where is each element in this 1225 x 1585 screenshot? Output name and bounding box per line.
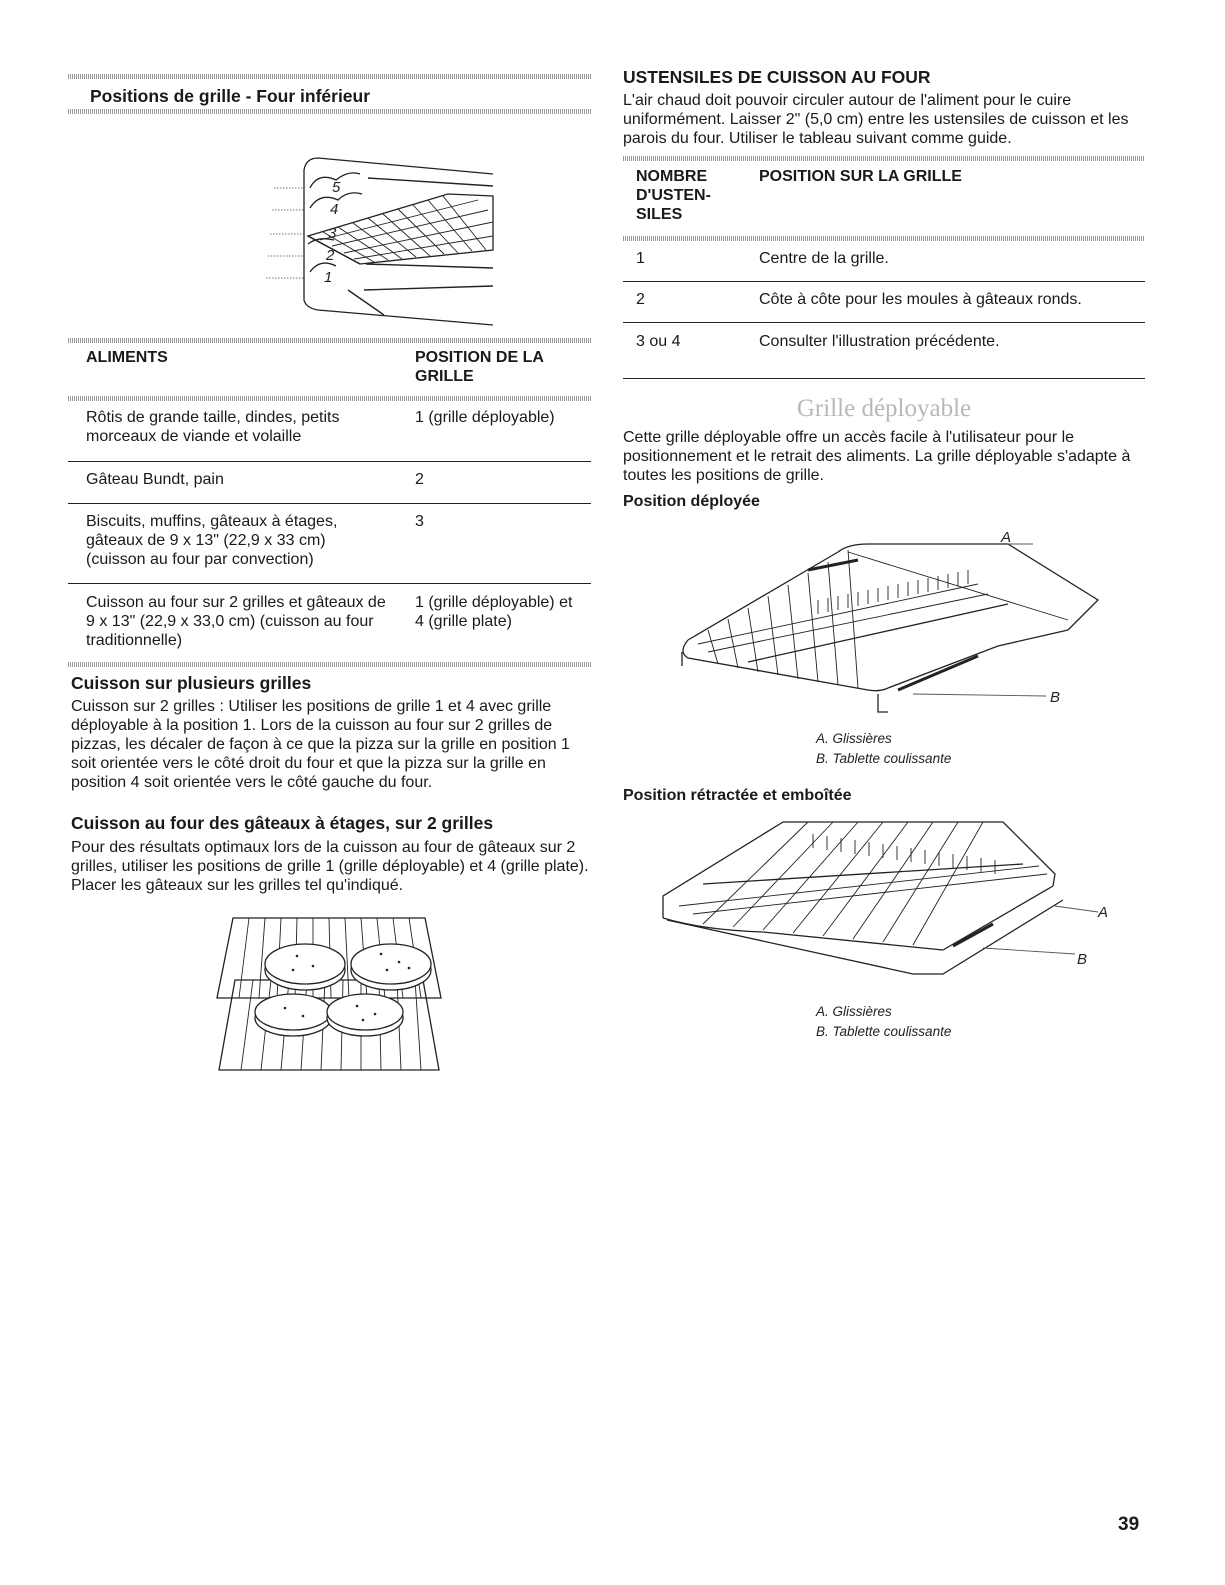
multi-rack-title: Cuisson sur plusieurs grilles bbox=[71, 673, 312, 693]
retracted-rack-illustration bbox=[643, 814, 1109, 984]
rack-number-4: 4 bbox=[330, 201, 339, 218]
extended-caption-b: B. Tablette coulissante bbox=[816, 751, 952, 766]
rack-number-5: 5 bbox=[332, 179, 341, 196]
table-bottom-rule bbox=[623, 378, 1145, 379]
position-cell: 1 (grille déployable) et 4 (grille plate) bbox=[415, 594, 573, 630]
position-cell: 3 bbox=[415, 513, 424, 530]
rack-number-1: 1 bbox=[324, 269, 333, 286]
multi-rack-text: Cuisson sur 2 grilles : Utiliser les positions de grille 1 et 4 avec grille déployable à la position 1. Lors de la cuisson au four sur 2 grilles de pizzas, les décaler de façon à ce que la pizza sur la grille en position 1 soit orientée vers le côté droit du four et que la pizza sur la grille en position 4 soit orientée vers le côté gauche du four. bbox=[71, 698, 570, 791]
row-rule bbox=[623, 281, 1145, 282]
position-cell: Centre de la grille. bbox=[759, 250, 889, 267]
rack-positions-title: Positions de grille - Four inférieur bbox=[90, 86, 371, 106]
rack-positions-illustration bbox=[248, 140, 508, 332]
rack-position-header: POSITION SUR LA GRILLE bbox=[759, 168, 962, 185]
count-cell: 3 ou 4 bbox=[636, 333, 681, 350]
position-cell: Consulter l'illustration précédente. bbox=[759, 333, 1000, 350]
food-cell: Biscuits, muffins, gâteaux à étages, gâteaux de 9 x 13" (22,9 x 33 cm) (cuisson au four par convection) bbox=[86, 513, 338, 568]
extended-label-b: B bbox=[1050, 689, 1061, 706]
position-cell: 1 (grille déployable) bbox=[415, 409, 555, 426]
food-cell: Rôtis de grande taille, dindes, petits morceaux de viande et volaille bbox=[86, 409, 340, 445]
food-cell: Gâteau Bundt, pain bbox=[86, 471, 224, 488]
extended-label-a: A bbox=[1001, 529, 1012, 546]
extended-title: Position déployée bbox=[623, 493, 760, 510]
table-bottom-rule bbox=[68, 662, 591, 667]
extended-caption-a: A. Glissières bbox=[816, 731, 892, 746]
layer-cakes-title: Cuisson au four des gâteaux à étages, sur 2 grilles bbox=[71, 813, 494, 833]
position-cell: 2 bbox=[415, 471, 424, 488]
retracted-caption-b: B. Tablette coulissante bbox=[816, 1024, 952, 1039]
page-number: 39 bbox=[1118, 1514, 1140, 1535]
count-cell: 2 bbox=[636, 291, 645, 308]
rollout-title: Grille déployable bbox=[796, 395, 972, 422]
count-cell: 1 bbox=[636, 250, 645, 267]
rack-number-2: 2 bbox=[326, 247, 335, 264]
table-header-rule bbox=[623, 236, 1145, 241]
layer-cakes-illustration bbox=[213, 910, 445, 1075]
rollout-text: Cette grille déployable offre un accès facile à l'utilisateur pour le positionnement et le retrait des aliments. La grille déployable s'adapte à toutes les positions de grille. bbox=[623, 429, 1131, 484]
retracted-caption-a: A. Glissières bbox=[816, 1004, 892, 1019]
row-rule bbox=[68, 583, 591, 584]
rack-number-3: 3 bbox=[328, 225, 337, 242]
table-header-rule bbox=[68, 396, 591, 401]
food-cell: Cuisson au four sur 2 grilles et gâteaux de 9 x 13" (22,9 x 33,0 cm) (cuisson au four traditionnelle) bbox=[86, 594, 386, 649]
row-rule bbox=[68, 461, 591, 462]
retracted-label-a: A bbox=[1098, 904, 1109, 921]
extended-rack-illustration bbox=[648, 522, 1098, 722]
table-top-rule bbox=[623, 156, 1145, 161]
retracted-label-b: B bbox=[1077, 951, 1088, 968]
row-rule bbox=[68, 503, 591, 504]
position-cell: Côte à côte pour les moules à gâteaux ronds. bbox=[759, 291, 1082, 308]
layer-cakes-text: Pour des résultats optimaux lors de la cuisson au four de gâteaux sur 2 grilles, utiliser les positions de grille 1 (grille déployable) et 4 (grille plate). Placer les gâteaux sur les grilles tel qu'indiqué. bbox=[71, 839, 589, 894]
divider bbox=[68, 109, 591, 114]
food-header: ALIMENTS bbox=[86, 349, 168, 366]
count-header: NOMBRE D'USTEN-SILES bbox=[636, 168, 711, 223]
position-header: POSITION DE LA GRILLE bbox=[415, 349, 544, 385]
bakeware-text: L'air chaud doit pouvoir circuler autour de l'aliment pour le cuire uniformément. Laisser 2" (5,0 cm) entre les ustensiles de cuisson et les parois du four. Utiliser le tableau suivant comme guide. bbox=[623, 92, 1129, 147]
table-top-rule bbox=[68, 338, 591, 343]
row-rule bbox=[623, 322, 1145, 323]
bakeware-title: USTENSILES DE CUISSON AU FOUR bbox=[623, 67, 931, 87]
retracted-title: Position rétractée et emboîtée bbox=[623, 787, 852, 804]
divider bbox=[68, 74, 591, 79]
